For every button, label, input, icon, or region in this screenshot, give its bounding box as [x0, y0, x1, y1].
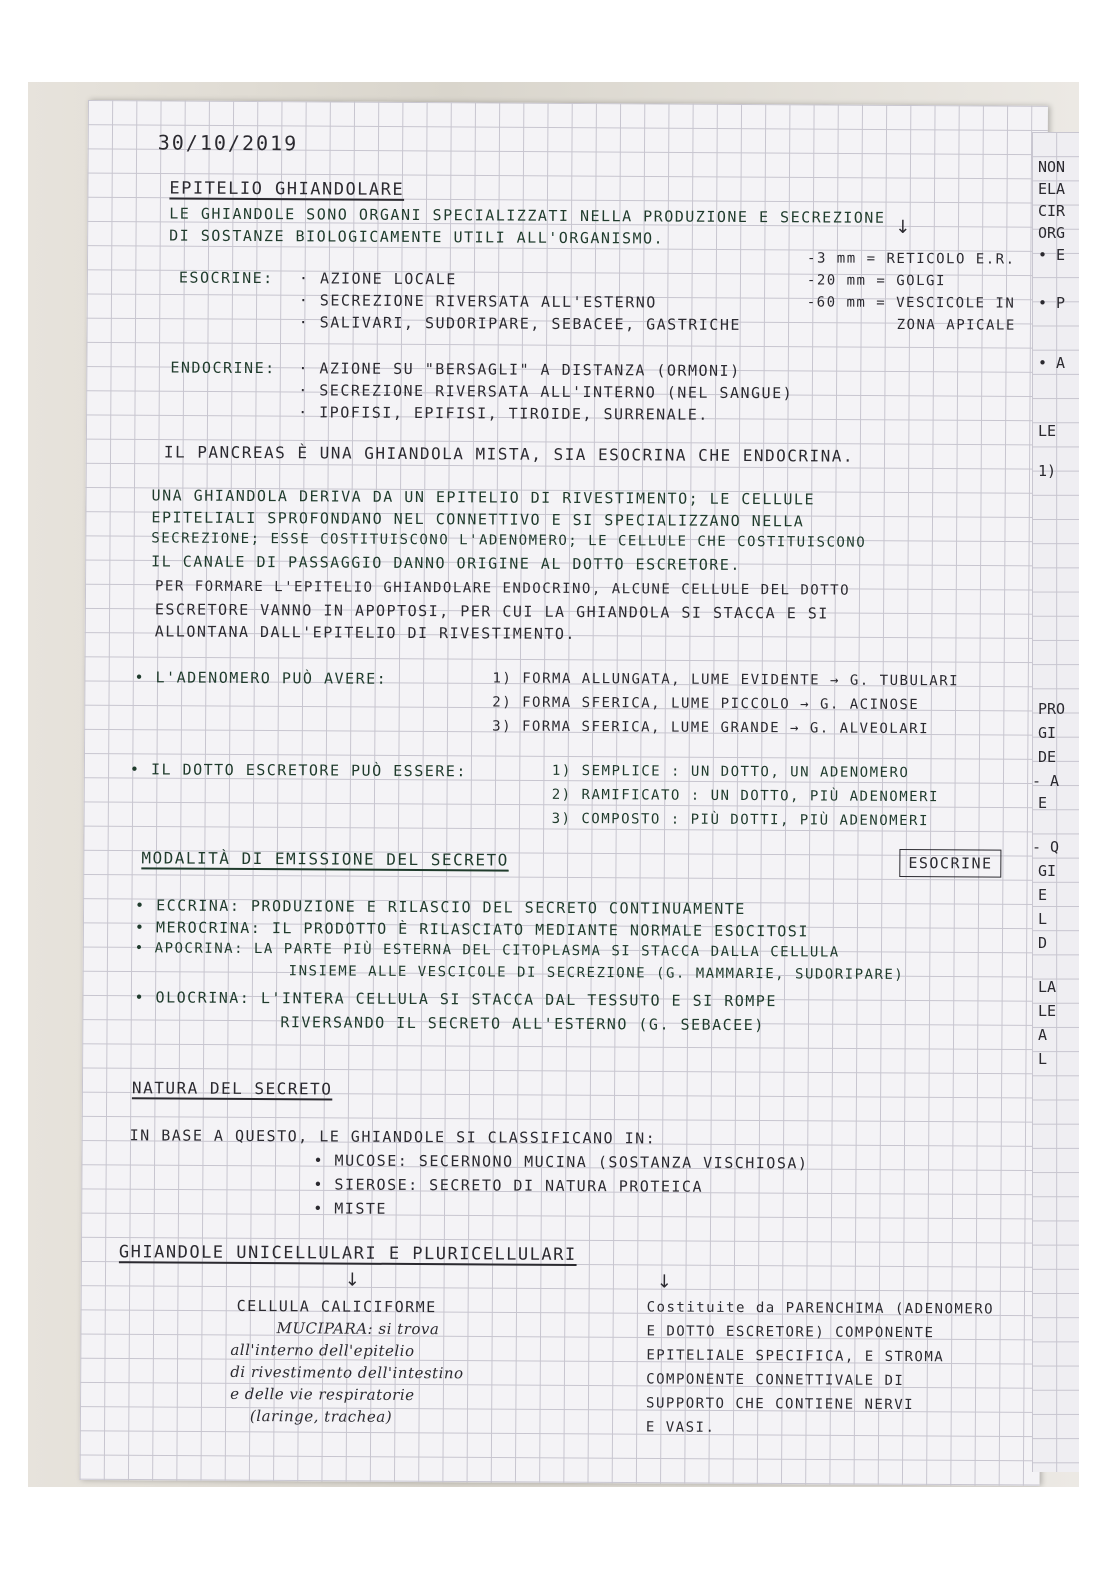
adenomero-item: 2) FORMA SFERICA, LUME PICCOLO → G. ACINOSE	[492, 694, 920, 714]
esocrine-item: · AZIONE LOCALE	[298, 269, 457, 289]
next-page-fragment: LA	[1038, 978, 1057, 996]
secretion-note-4: ZONA APICALE	[896, 316, 1016, 334]
derivation-line: PER FORMARE L'EPITELIO GHIANDOLARE ENDOCRINO, ALCUNE CELLULE DEL DOTTO	[154, 578, 851, 599]
esocrine-badge: ESOCRINE	[899, 849, 1001, 878]
pluricellular-line: COMPONENTE CONNETTIVALE DI	[646, 1371, 905, 1390]
adenomero-label: • L'ADENOMERO PUÒ AVERE:	[134, 668, 388, 688]
natura-item: • MUCOSE: SECERNONO MUCINA (SOSTANZA VISCHIOSA)	[313, 1151, 809, 1173]
emissione-item: • ECCRINA: PRODUZIONE E RILASCIO DEL SECRETO CONTINUAMENTE	[135, 896, 746, 919]
emissione-item: • APOCRINA: LA PARTE PIÙ ESTERNA DEL CITOPLASMA SI STACCA DALLA CELLULA	[134, 940, 840, 961]
next-page-fragment: - A	[1032, 772, 1060, 790]
derivation-line: ALLONTANA DALL'EPITELIO DI RIVESTIMENTO.	[154, 622, 577, 643]
pluricellular-line: EPITELIALE SPECIFICA, E STROMA	[646, 1347, 945, 1366]
next-page-fragment: - Q	[1032, 838, 1060, 856]
next-page-fragment: D	[1038, 934, 1048, 952]
next-page-fragment: LE	[1038, 1002, 1057, 1020]
natura-item: • MISTE	[313, 1199, 388, 1218]
adenomero-item: 3) FORMA SFERICA, LUME GRANDE → G. ALVEOLARI	[492, 718, 930, 738]
endocrine-item: · AZIONE SU "BERSAGLI" A DISTANZA (ORMONI)	[298, 359, 741, 380]
notebook-page	[80, 100, 1048, 1486]
next-page-fragment: • E	[1038, 246, 1066, 264]
next-page-fragment: CIR	[1038, 202, 1066, 220]
esocrine-item: · SALIVARI, SUDORIPARE, SEBACEE, GASTRICHE	[298, 313, 741, 334]
pluricellular-line: SUPPORTO CHE CONTIENE NERVI	[645, 1395, 915, 1414]
pancreas-note: IL PANCREAS È UNA GHIANDOLA MISTA, SIA ESOCRINA CHE ENDOCRINA.	[163, 442, 855, 466]
next-page-fragment: L	[1038, 1050, 1048, 1068]
down-arrow-icon: ↓	[344, 1269, 360, 1291]
dotto-item: 1) SEMPLICE : UN DOTTO, UN ADENOMERO	[551, 762, 910, 782]
unicellular-line: all'interno dell'epitelio	[230, 1340, 415, 1361]
next-page-fragment: GI	[1038, 862, 1057, 880]
next-page-fragment: GI	[1038, 724, 1057, 742]
natura-item: • SIEROSE: SECRETO DI NATURA PROTEICA	[313, 1175, 704, 1196]
endocrine-item: · IPOFISI, EPIFISI, TIROIDE, SURRENALE.	[298, 403, 709, 424]
unicellular-line: CELLULA CALICIFORME	[236, 1296, 437, 1317]
notebook-photo	[28, 82, 1079, 1487]
pluricellular-line: Costituite da PARENCHIMA (ADENOMERO	[646, 1299, 995, 1318]
down-arrow-icon: ↓	[895, 216, 911, 239]
esocrine-item: · SECREZIONE RIVERSATA ALL'ESTERNO	[298, 291, 657, 312]
uni-pluri-heading: GHIANDOLE UNICELLULARI E PLURICELLULARI	[118, 1242, 577, 1266]
derivation-line: ESCRETORE VANNO IN APOPTOSI, PER CUI LA GHIANDOLA SI STACCA E SI	[154, 600, 829, 623]
next-page-fragment: NON	[1038, 158, 1066, 176]
natura-heading: NATURA DEL SECRETO	[131, 1078, 333, 1099]
down-arrow-icon: ↓	[656, 1271, 672, 1293]
unicellular-line: e delle vie respiratorie	[230, 1384, 415, 1405]
adjacent-page	[1032, 132, 1079, 1472]
secretion-note-2: -20 mm = GOLGI	[806, 272, 946, 290]
page-title: EPITELIO GHIANDOLARE	[169, 178, 405, 200]
emissione-item: • OLOCRINA: L'INTERA CELLULA SI STACCA DAL TESSUTO E SI ROMPE	[134, 988, 777, 1011]
next-page-fragment: PRO	[1038, 700, 1066, 718]
emissione-item: • MEROCRINA: IL PRODOTTO È RILASCIATO MEDIANTE NORMALE ESOCITOSI	[134, 918, 809, 941]
endocrine-label: ENDOCRINE:	[170, 358, 276, 378]
next-page-fragment: 1)	[1038, 462, 1057, 480]
next-page-fragment: DE	[1038, 748, 1057, 766]
dotto-item: 2) RAMIFICATO : UN DOTTO, PIÙ ADENOMERI	[551, 786, 940, 806]
derivation-line: UNA GHIANDOLA DERIVA DA UN EPITELIO DI RIVESTIMENTO; LE CELLULE	[151, 486, 816, 509]
pluricellular-line: E VASI.	[645, 1419, 716, 1436]
adenomero-item: 1) FORMA ALLUNGATA, LUME EVIDENTE → G. TUBULARI	[492, 670, 960, 690]
endocrine-item: · SECREZIONE RIVERSATA ALL'INTERNO (NEL SANGUE)	[298, 381, 794, 403]
next-page-fragment: ORG	[1038, 224, 1066, 242]
derivation-line: IL CANALE DI PASSAGGIO DANNO ORIGINE AL DOTTO ESCRETORE.	[151, 552, 741, 574]
intro-line-2: DI SOSTANZE BIOLOGICAMENTE UTILI ALL'ORGANISMO.	[169, 226, 665, 248]
page-date: 30/10/2019	[157, 130, 299, 156]
next-page-fragment: • P	[1038, 294, 1066, 312]
esocrine-label: ESOCRINE:	[178, 268, 274, 288]
dotto-label: • IL DOTTO ESCRETORE PUÒ ESSERE:	[129, 760, 467, 781]
next-page-fragment: A	[1038, 1026, 1048, 1044]
next-page-fragment: L	[1038, 910, 1048, 928]
unicellular-line: MUCIPARA: si trova	[276, 1319, 440, 1339]
next-page-fragment: E	[1038, 794, 1048, 812]
next-page-fragment: ELA	[1038, 180, 1066, 198]
secretion-note-1: -3 mm = RETICOLO E.R.	[806, 250, 1016, 268]
unicellular-line: di rivestimento dell'intestino	[230, 1362, 464, 1383]
derivation-line: EPITELIALI SPROFONDANO NEL CONNETTIVO E SI SPECIALIZZANO NELLA	[151, 508, 805, 531]
next-page-fragment: LE	[1038, 422, 1057, 440]
emissione-item: RIVERSANDO IL SECRETO ALL'ESTERNO (G. SEBACEE)	[280, 1013, 765, 1035]
derivation-line: SECREZIONE; ESSE COSTITUISCONO L'ADENOMERO; LE CELLULE CHE COSTITUISCONO	[151, 530, 867, 551]
emissione-item: INSIEME ALLE VESCICOLE DI SECREZIONE (G. MAMMARIE, SUDORIPARE)	[288, 963, 905, 984]
dotto-item: 3) COMPOSTO : PIÙ DOTTI, PIÙ ADENOMERI	[551, 810, 929, 830]
secretion-note-3: -60 mm = VESCICOLE IN	[806, 294, 1016, 312]
next-page-fragment: E	[1038, 886, 1048, 904]
emissione-heading: MODALITÀ DI EMISSIONE DEL SECRETO	[141, 848, 509, 870]
next-page-fragment: • A	[1038, 354, 1066, 372]
unicellular-line: (laringe, trachea)	[249, 1407, 393, 1426]
natura-intro: IN BASE A QUESTO, LE GHIANDOLE SI CLASSIFICANO IN:	[129, 1126, 657, 1148]
intro-line-1: LE GHIANDOLE SONO ORGANI SPECIALIZZATI NELLA PRODUZIONE E SECREZIONE	[169, 204, 886, 227]
pluricellular-line: E DOTTO ESCRETORE) COMPONENTE	[646, 1323, 935, 1342]
